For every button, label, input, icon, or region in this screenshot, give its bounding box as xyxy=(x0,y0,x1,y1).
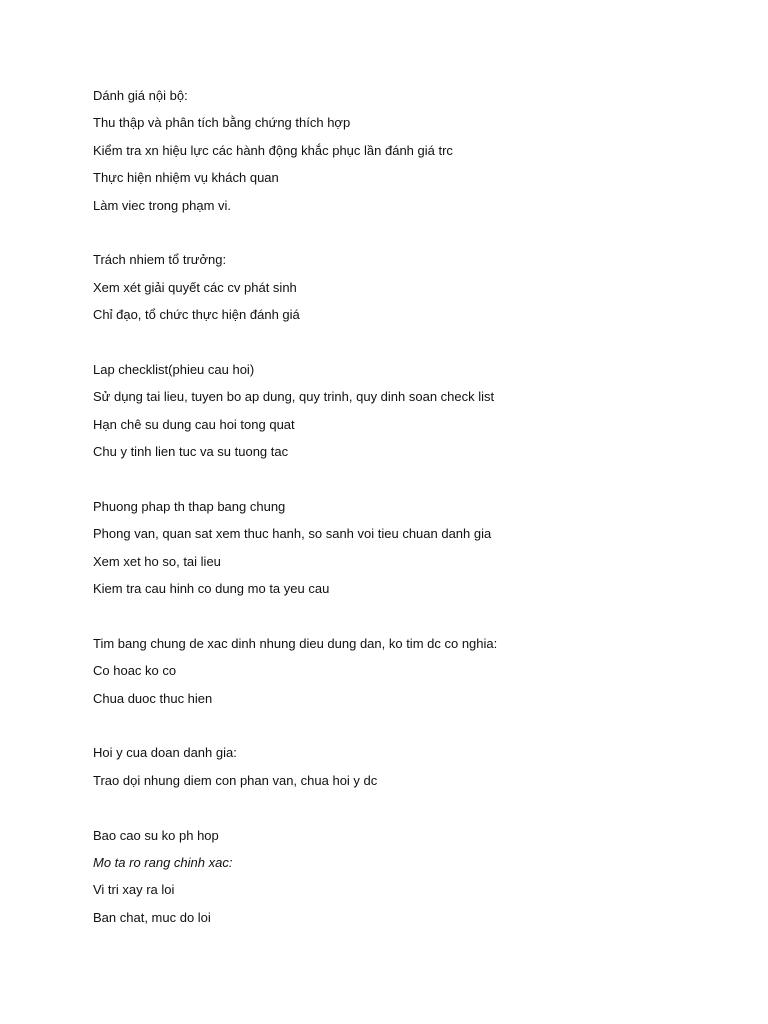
text-line: Vi tri xay ra loi xyxy=(93,882,175,898)
section-find-evidence xyxy=(93,635,733,717)
text-line: Chu y tinh lien tuc va su tuong tac xyxy=(93,444,289,460)
section-heading: Bao cao su ko ph hop xyxy=(93,827,219,843)
section-nonconformity-report xyxy=(93,827,733,937)
section-heading: Hoi y cua doan danh gia: xyxy=(93,745,237,761)
section-team-leader xyxy=(93,251,733,333)
section-heading: Lap checklist(phieu cau hoi) xyxy=(93,361,255,377)
text-line: Kiem tra cau hinh co dung mo ta yeu cau xyxy=(93,581,330,597)
section-heading: Phuong phap th thap bang chung xyxy=(93,498,286,514)
text-line: Co hoac ko co xyxy=(93,663,177,679)
text-line: Ban chat, muc do loi xyxy=(93,909,211,925)
section-audit-team-meeting xyxy=(93,744,733,799)
section-checklist xyxy=(93,361,733,471)
section-internal-audit xyxy=(93,87,733,224)
text-line: Thực hiện nhiệm vụ khách quan xyxy=(93,170,279,186)
text-line: Hạn chê su dung cau hoi tong quat xyxy=(93,416,295,432)
text-line: Chỉ đạo, tổ chức thực hiện đánh giá xyxy=(93,307,300,323)
text-line: Sử dụng tai lieu, tuyen bo ap dung, quy trinh, quy dinh soan check list xyxy=(93,389,495,405)
section-heading: Trách nhiem tổ trưởng: xyxy=(93,252,227,268)
section-heading: Dánh giá nội bộ: xyxy=(93,88,188,103)
text-line: Xem xét giải quyết các cv phát sinh xyxy=(93,279,297,295)
text-line: Chua duoc thuc hien xyxy=(93,690,213,706)
italic-subheading: Mo ta ro rang chinh xac: xyxy=(93,854,233,870)
text-line: Kiểm tra xn hiệu lực các hành động khắc phục lần đánh giá trc xyxy=(93,142,453,158)
text-line: Phong van, quan sat xem thuc hanh, so sanh voi tieu chuan danh gia xyxy=(93,526,492,542)
text-line: Làm viec trong phạm vi. xyxy=(93,197,232,213)
text-line: Trao dọi nhung diem con phan van, chua hoi y dc xyxy=(93,772,378,788)
text-line: Xem xet ho so, tai lieu xyxy=(93,553,221,569)
section-evidence-methods xyxy=(93,498,733,608)
document-body xyxy=(93,87,733,964)
text-line: Thu thập và phân tích bằng chứng thích hợp xyxy=(93,115,351,131)
section-heading: Tim bang chung de xac dinh nhung dieu dung dan, ko tim dc co nghia: xyxy=(93,635,498,651)
